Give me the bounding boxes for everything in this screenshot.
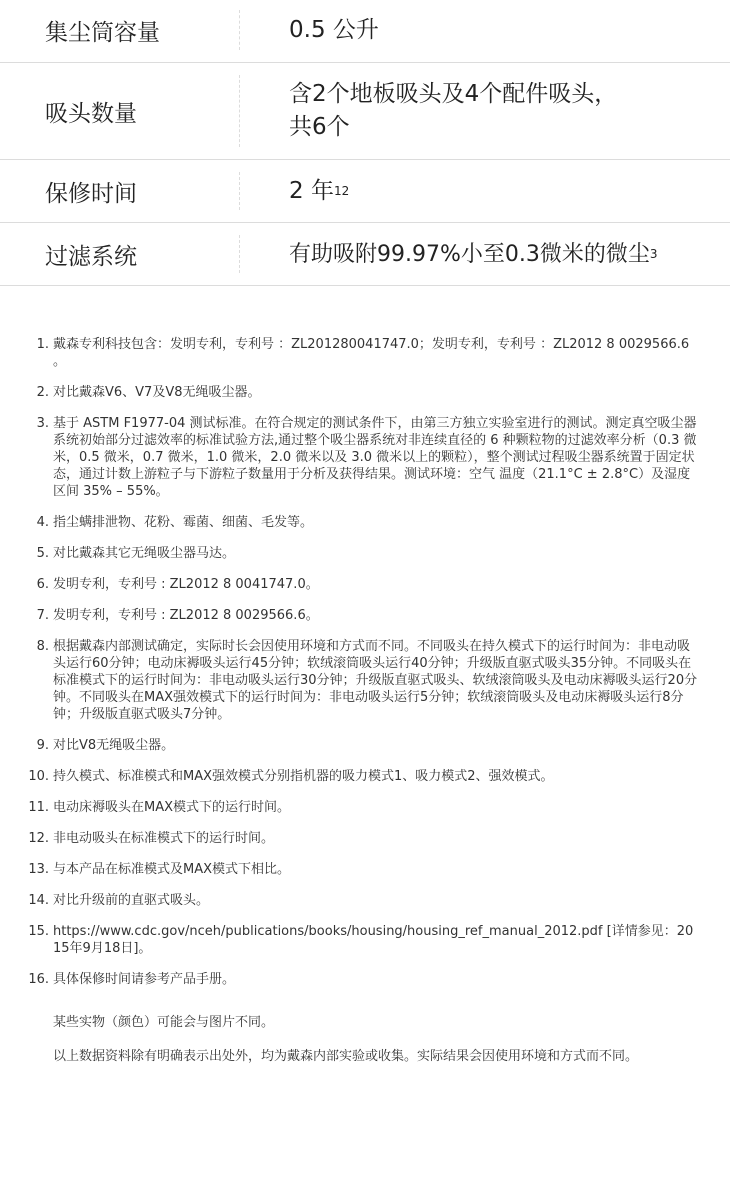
footnote-text: 指尘螨排泄物、花粉、霉菌、细菌、毛发等。 xyxy=(53,515,314,530)
footnote-text: 持久模式、标准模式和MAX强效模式分别指机器的吸力模式1、吸力模式2、强效模式。 xyxy=(53,769,554,784)
spec-value: 2 年 12 xyxy=(240,160,730,222)
footnote-text: 非电动吸头在标准模式下的运行时间。 xyxy=(53,831,275,846)
footnote-number: 8. xyxy=(36,639,49,654)
footnote-text: 戴森专利科技包含：发明专利，专利号 ：ZL201280041747.0；发明专利，专利号 ：ZL2012 8 0029566.6 。 xyxy=(53,337,690,369)
spec-label: 保修时间 xyxy=(0,160,240,222)
footnote-number: 9. xyxy=(36,738,49,753)
footnote-item xyxy=(25,514,700,531)
footnote-number: 15. xyxy=(28,924,49,939)
footnote-text: 发明专利，专利号 : ZL2012 8 0041747.0。 xyxy=(53,577,319,592)
spec-value-text: 含2个地板吸头及4个配件吸头，共6个 xyxy=(289,81,618,140)
footnote-number: 5. xyxy=(36,546,49,561)
data-disclaimer: 以上数据资料除有明确表示出处外，均为戴森内部实验或收集。实际结果会因使用环境和方式而不同。 xyxy=(53,1049,639,1064)
spec-table xyxy=(0,0,730,286)
footnote-text: 发明专利，专利号 : ZL2012 8 0029566.6。 xyxy=(53,608,319,623)
spec-row-warranty xyxy=(0,160,730,223)
footnote-number: 14. xyxy=(28,893,49,908)
footnote-item xyxy=(25,799,700,816)
footnote-number: 16. xyxy=(28,972,49,987)
footnote-text: 对比戴森V6、V7及V8无绳吸尘器。 xyxy=(53,385,261,400)
footnote-number: 11. xyxy=(28,800,49,815)
footnotes-section xyxy=(0,286,730,1065)
footnote-text: 对比戴森其它无绳吸尘器马达。 xyxy=(53,546,236,561)
footnote-number: 7. xyxy=(36,608,49,623)
footnote-text: 对比V8无绳吸尘器。 xyxy=(53,738,175,753)
footnote-text: 对比升级前的直驱式吸头。 xyxy=(53,893,210,908)
spec-value-text: 2 年 xyxy=(289,177,334,204)
footnote-item xyxy=(25,415,700,500)
footnote-number: 6. xyxy=(36,577,49,592)
footnote-list xyxy=(25,336,700,988)
footnote-item xyxy=(25,768,700,785)
footnote-item xyxy=(25,923,700,957)
spec-label: 吸头数量 xyxy=(0,63,240,159)
footnote-item xyxy=(25,861,700,878)
footnote-item xyxy=(25,336,700,370)
footnote-number: 2. xyxy=(36,385,49,400)
spec-label: 集尘筒容量 xyxy=(0,0,240,62)
spec-label: 过滤系统 xyxy=(0,223,240,285)
spec-value xyxy=(240,0,730,62)
footnote-item xyxy=(25,607,700,624)
footnote-number: 1. xyxy=(36,337,49,352)
spec-row-filtration xyxy=(0,223,730,286)
spec-row-dust-capacity xyxy=(0,0,730,63)
spec-value xyxy=(240,63,730,159)
footnote-text: 具体保修时间请参考产品手册。 xyxy=(53,972,236,987)
spec-row-heads xyxy=(0,63,730,160)
spec-value-text: 有助吸附99.97%小至0.3微米的微尘 xyxy=(289,241,650,267)
footnote-item xyxy=(25,971,700,988)
footnote-text: 根据戴森内部测试确定，实际时长会因使用环境和方式而不同。不同吸头在持久模式下的运行时间为：非电动吸头运行60分钟；电动床褥吸头运行45分钟；软绒滚筒吸头运行40分钟；升级版直驱式吸头35分钟。不同吸头在标准模式下的运行时间为：非电动吸头运行30分钟；升级版直驱式吸头、软绒滚筒吸头及电动床褥吸头运行20分钟。不同吸头在MAX强效模式下的运行时间为：非电动吸头运行5分钟；软绒滚筒吸头及电动床褥吸头运行8分钟；升级版直驱式吸头7分钟。 xyxy=(53,639,698,722)
footnote-text: 电动床褥吸头在MAX模式下的运行时间。 xyxy=(53,800,291,815)
footnote-text: 基于 ASTM F1977-04 测试标准。在符合规定的测试条件下，由第三方独立实验室进行的测试。测定真空吸尘器系统初始部分过滤效率的标准试验方法,通过整个吸尘器系统对非连续直径的 6 种颗粒物的过滤效率分析（0.3 微米，0.5 微米，0.7 微米，1.0 微米，2.0 微米以及 3.0 微米以上的颗粒），整个测试过程吸尘器系统置于固定状态，通过计数上游粒子与下游粒子数量用于分析及获得结果。测试环境：空气 温度（21.1°C ± 2.8°C）及湿度区间 35% – 55%。 xyxy=(53,416,697,499)
footnote-item xyxy=(25,545,700,562)
footnote-number: 3. xyxy=(36,416,49,431)
spec-value: 有助吸附99.97%小至0.3微米的微尘 3 xyxy=(240,223,730,285)
footnote-item xyxy=(25,830,700,847)
spec-value-text: 0.5 公升 xyxy=(289,16,379,43)
footnote-item xyxy=(25,384,700,401)
footnote-item xyxy=(25,576,700,593)
footnote-number: 10. xyxy=(28,769,49,784)
color-disclaimer: 某些实物（颜色）可能会与图片不同。 xyxy=(53,1015,275,1030)
footnote-text: 与本产品在标准模式及MAX模式下相比。 xyxy=(53,862,291,877)
footnote-number: 13. xyxy=(28,862,49,877)
footnote-item xyxy=(25,737,700,754)
footnote-number: 4. xyxy=(36,515,49,530)
footnote-number: 12. xyxy=(28,831,49,846)
footnote-item xyxy=(25,638,700,723)
footnote-text: https://www.cdc.gov/nceh/publications/books/housing/housing_ref_manual_2012.pdf [详情参见：2015年9月18日]。 xyxy=(53,924,694,956)
footnote-item xyxy=(25,892,700,909)
